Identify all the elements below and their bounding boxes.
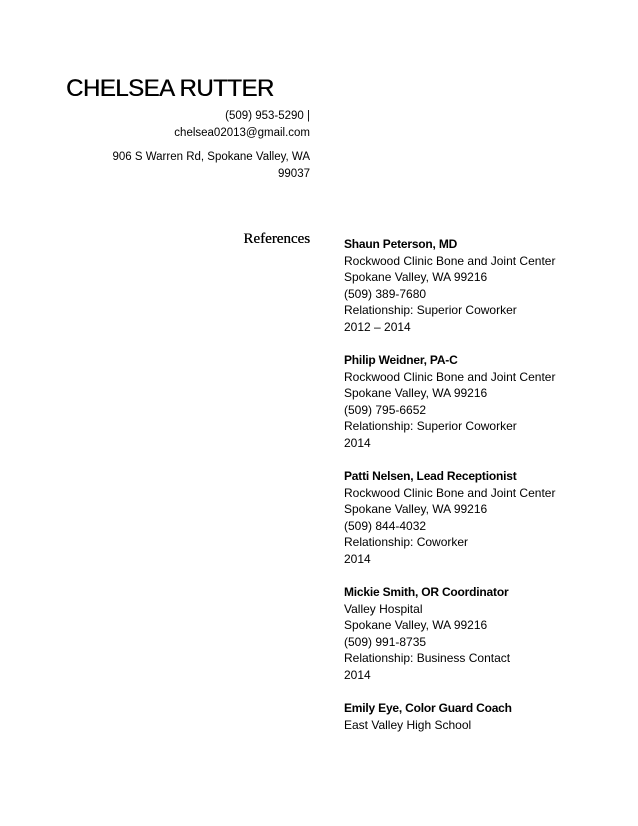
reference-organization: Rockwood Clinic Bone and Joint Center [344,369,556,384]
reference-name: Emily Eye, Color Guard Coach [344,701,512,715]
reference-relationship: Relationship: Superior Coworker [344,419,517,433]
reference-relationship: Relationship: Business Contact [344,651,511,665]
reference-location: Spokane Valley, WA 99216 [344,618,488,632]
contact-address-line1: 906 S Warren Rd, Spokane Valley, WA [112,151,310,163]
reference-entry [344,468,624,567]
contact-address-line2: 99037 [278,168,310,180]
contact-phone: (509) 953-5290 | [225,110,310,122]
reference-entry [344,584,624,683]
reference-organization: Rockwood Clinic Bone and Joint Center [344,485,556,500]
section-heading-references: References [243,231,310,247]
reference-name: Philip Weidner, PA-C [344,353,458,367]
reference-organization: East Valley High School [344,717,472,732]
reference-years: 2014 [344,551,371,566]
reference-years: 2014 [344,667,371,682]
reference-entry [344,700,624,733]
contact-email[interactable]: chelsea02013@gmail.com [174,127,310,139]
reference-location: Spokane Valley, WA 99216 [344,386,488,400]
reference-location: Spokane Valley, WA 99216 [344,502,488,516]
reference-phone: (509) 991-8735 [344,634,427,649]
reference-entry [344,352,624,451]
candidate-name: CHELSEA RUTTER [66,75,274,102]
references-list [344,236,624,750]
reference-name: Patti Nelsen, Lead Receptionist [344,469,517,483]
reference-relationship: Relationship: Coworker [344,535,469,549]
reference-phone: (509) 795-6652 [344,402,427,417]
reference-phone: (509) 389-7680 [344,286,427,301]
reference-name: Shaun Peterson, MD [344,237,458,251]
reference-entry [344,236,624,335]
reference-location: Spokane Valley, WA 99216 [344,270,488,284]
reference-relationship: Relationship: Superior Coworker [344,303,517,317]
reference-years: 2014 [344,435,371,450]
reference-name: Mickie Smith, OR Coordinator [344,585,509,599]
reference-organization: Valley Hospital [344,601,423,616]
reference-years: 2012 – 2014 [344,319,411,334]
reference-phone: (509) 844-4032 [344,518,427,533]
reference-organization: Rockwood Clinic Bone and Joint Center [344,253,556,268]
